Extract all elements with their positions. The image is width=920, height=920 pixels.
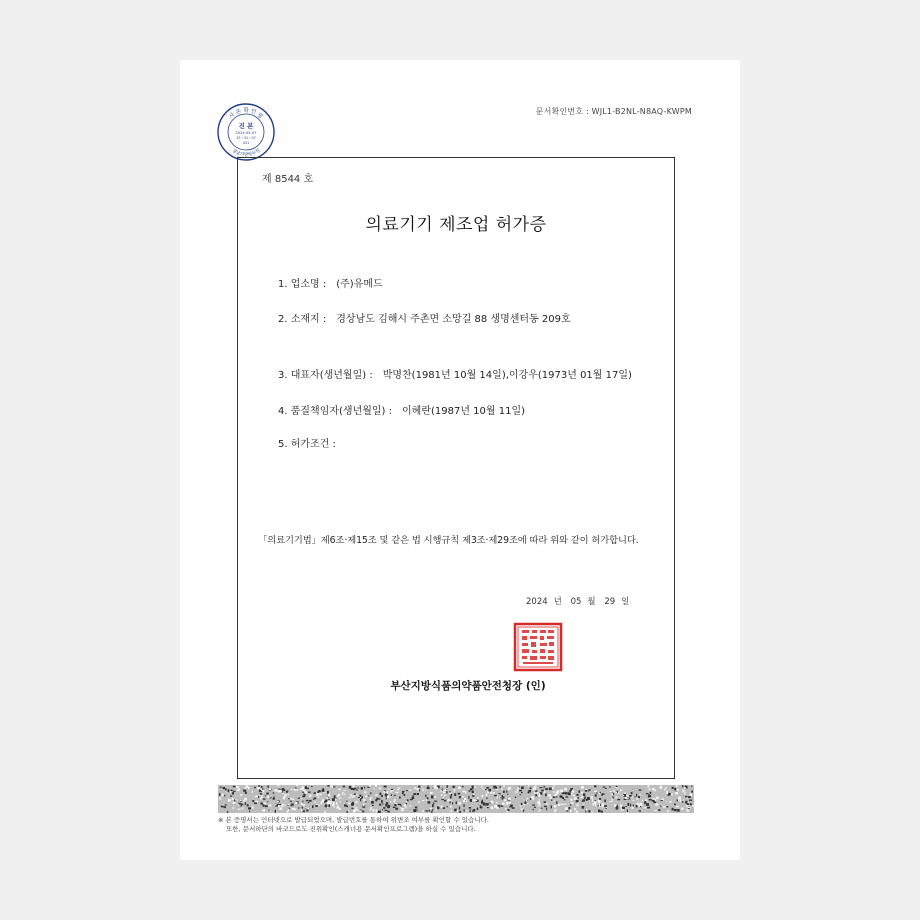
certificate-frame (237, 157, 675, 779)
date-day-unit: 일 (621, 597, 630, 607)
date-day: 29 (604, 597, 616, 607)
field-business-name (278, 275, 383, 290)
original-copy-stamp (216, 102, 276, 162)
stamp-center-text: 진 본 (238, 122, 254, 130)
document-confirm-number: 문서확인번호 : WJL1-B2NL-N8AQ-KWPM (535, 107, 692, 116)
date-year-unit: 년 (553, 597, 562, 607)
issuer-name: 부산지방식품의약품안전청장 (인) (390, 680, 546, 692)
field-label: 2. 소재지 : (278, 314, 327, 325)
field-address (278, 310, 571, 325)
stamp-serial: 431 (242, 141, 250, 145)
footnote-line: ※ 본 증명서는 인터넷으로 발급되었으며, 발급번호를 통하여 위변조 여부를 확인할 수 있습니다. (218, 816, 489, 824)
stamp-time: 15 : 31 : 07 (236, 136, 256, 140)
field-license-conditions (278, 435, 346, 450)
footnote-line: 또한, 문서하단의 바코드로도 진위확인(스캐너용 문서확인프로그램)을 하실 수 있습니다. (226, 825, 476, 833)
field-label: 4. 품질책임자(생년월일) : (278, 406, 393, 417)
stamp-top-text: 사 본 확 인 필 (228, 108, 264, 121)
date-month: 05 (570, 597, 582, 607)
approval-statement: 「의료기기법」제6조·제15조 및 같은 법 시행규칙 제3조·제29조에 따라 위와 같이 허가합니다. (258, 535, 639, 546)
license-number: 제 8544 호 (262, 174, 314, 185)
issue-date (526, 595, 635, 607)
field-label: 1. 업소명 : (278, 279, 327, 290)
date-year: 2024 (526, 597, 548, 607)
verification-barcode (218, 785, 694, 813)
field-value: 경상남도 김해시 주촌면 소망길 88 생명센터동 209호 (336, 314, 571, 325)
field-quality-manager (278, 402, 525, 417)
footnote (218, 816, 489, 834)
certificate-page (180, 60, 740, 860)
field-value: 이혜란(1987년 10월 11일) (402, 406, 526, 417)
stamp-bottom-text: 경남지방병무청 (230, 148, 262, 158)
field-representative (278, 366, 632, 381)
certificate-title: 의료기기 제조업 허가증 (365, 215, 547, 235)
field-label: 3. 대표자(생년월일) : (278, 370, 373, 381)
stamp-date: 2024-05-07 (235, 131, 257, 135)
date-month-unit: 월 (587, 597, 596, 607)
field-value: (주)유메드 (336, 279, 383, 290)
field-label: 5. 허가조건 : (278, 439, 336, 450)
official-seal (513, 622, 563, 672)
field-value: 박명찬(1981년 10월 14일),이강우(1973년 01월 17일) (382, 370, 632, 381)
